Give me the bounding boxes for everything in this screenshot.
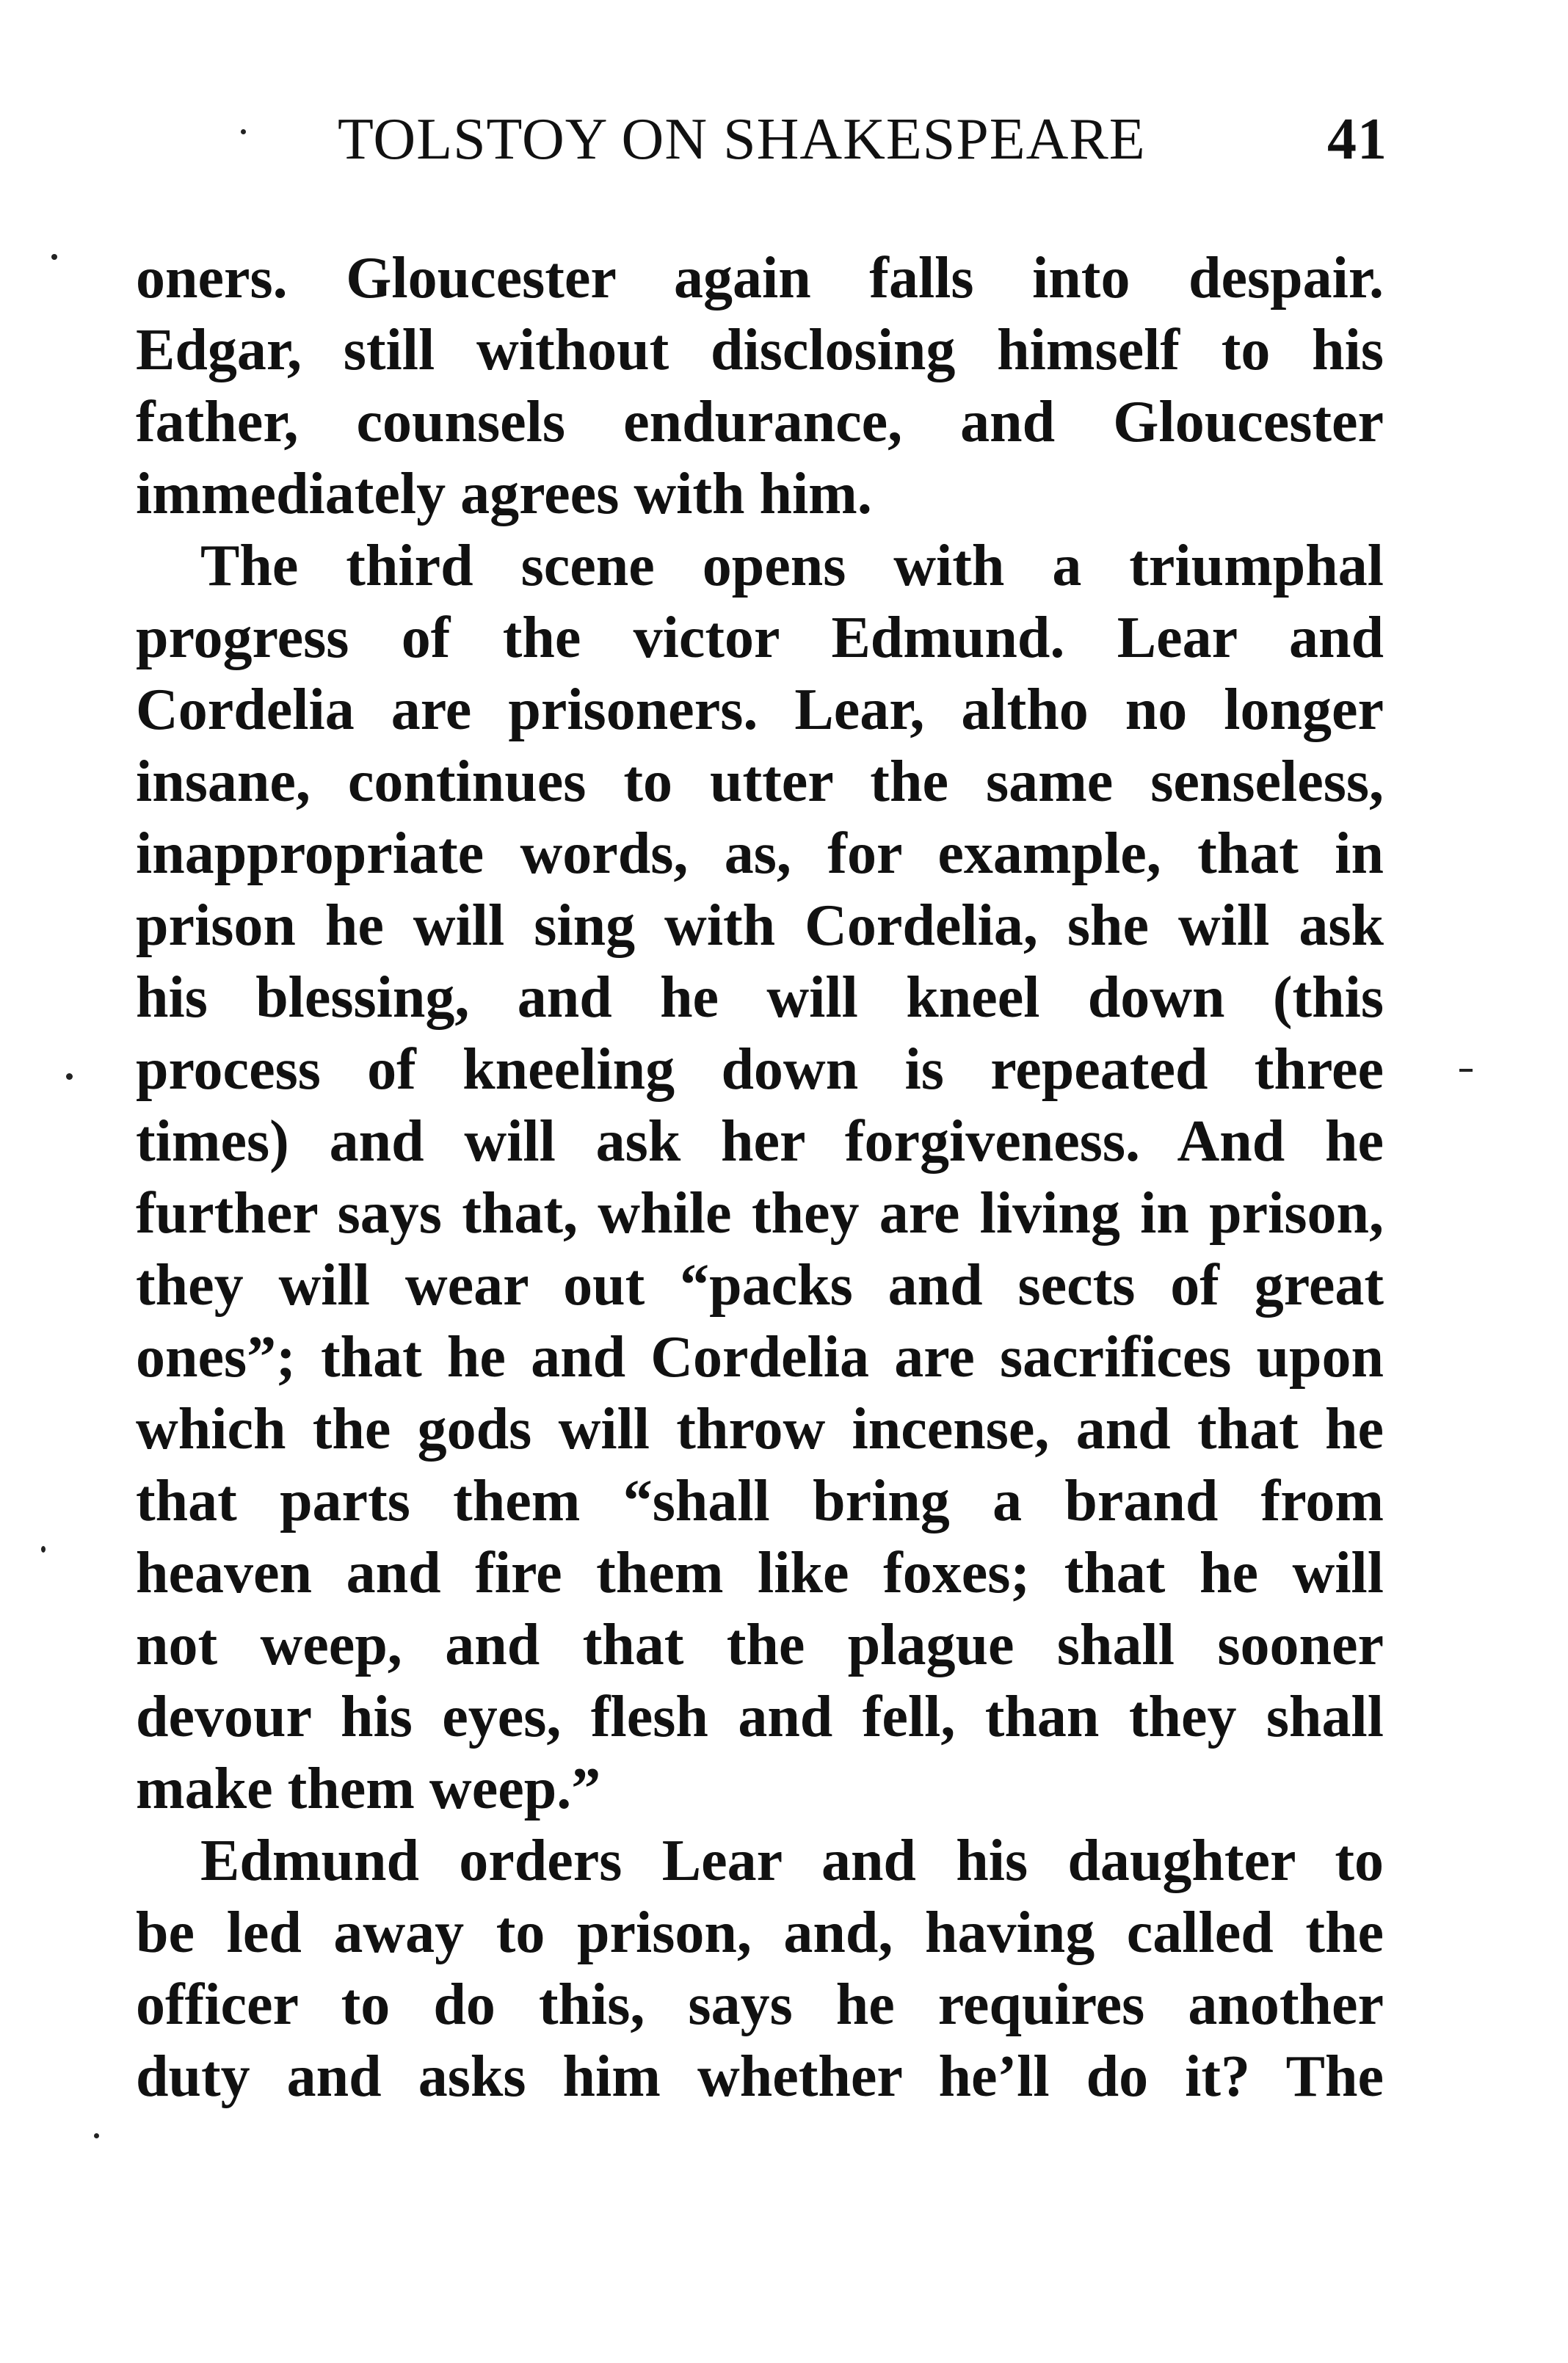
- paragraph-end-line: make them weep.”: [136, 1757, 601, 1821]
- running-title: TOLSTOY ON SHAKESPEARE: [338, 107, 1146, 172]
- text-line: insane, continues to utter the same senseless,: [136, 749, 1384, 814]
- text-line: Cordelia are prisoners. Lear, altho no longer: [136, 678, 1384, 742]
- text-line: further says that, while they are living in prison,: [136, 1181, 1384, 1246]
- margin-dash: [1459, 1069, 1473, 1072]
- text-line: not weep, and that the plague shall sooner: [136, 1613, 1384, 1677]
- page-number: 41: [1327, 107, 1387, 172]
- text-line: they will wear out “packs and sects of great: [136, 1253, 1384, 1318]
- text-line: prison he will sing with Cordelia, she will ask: [136, 893, 1384, 958]
- text-line: which the gods will throw incense, and that he: [136, 1397, 1384, 1462]
- text-line: that parts them “shall bring a brand from: [136, 1469, 1384, 1533]
- margin-speck: [241, 129, 246, 134]
- text-line: officer to do this, says he requires another: [136, 1972, 1384, 2037]
- text-line: father, counsels endurance, and Gloucester: [136, 390, 1384, 454]
- paragraph-start-line: Edmund orders Lear and his daughter to: [200, 1829, 1384, 1893]
- text-line: inappropriate words, as, for example, that in: [136, 821, 1384, 886]
- margin-speck: [94, 2133, 99, 2138]
- text-line: process of kneeling down is repeated three: [136, 1037, 1384, 1102]
- margin-speck: [51, 254, 57, 260]
- text-line: Edgar, still without disclosing himself to his: [136, 318, 1384, 382]
- text-line: heaven and fire them like foxes; that he will: [136, 1541, 1384, 1605]
- text-line: ones”; that he and Cordelia are sacrifices upon: [136, 1325, 1384, 1390]
- paragraph-start-line: The third scene opens with a triumphal: [200, 534, 1384, 598]
- body-text: [136, 242, 1384, 2113]
- running-head: [139, 103, 1387, 176]
- text-line: times) and will ask her forgiveness. And he: [136, 1109, 1384, 1174]
- paragraph-end-line: immediately agrees with him.: [136, 462, 872, 526]
- margin-speck: [41, 1546, 46, 1553]
- text-line: oners. Gloucester again falls into despair.: [136, 246, 1384, 311]
- margin-speck: [66, 1073, 73, 1080]
- text-line: progress of the victor Edmund. Lear and: [136, 606, 1384, 670]
- text-line: his blessing, and he will kneel down (this: [136, 965, 1384, 1030]
- text-line: devour his eyes, flesh and fell, than they shall: [136, 1685, 1384, 1749]
- text-line: be led away to prison, and, having called the: [136, 1901, 1384, 1965]
- text-line: duty and asks him whether he’ll do it? The: [136, 2044, 1384, 2109]
